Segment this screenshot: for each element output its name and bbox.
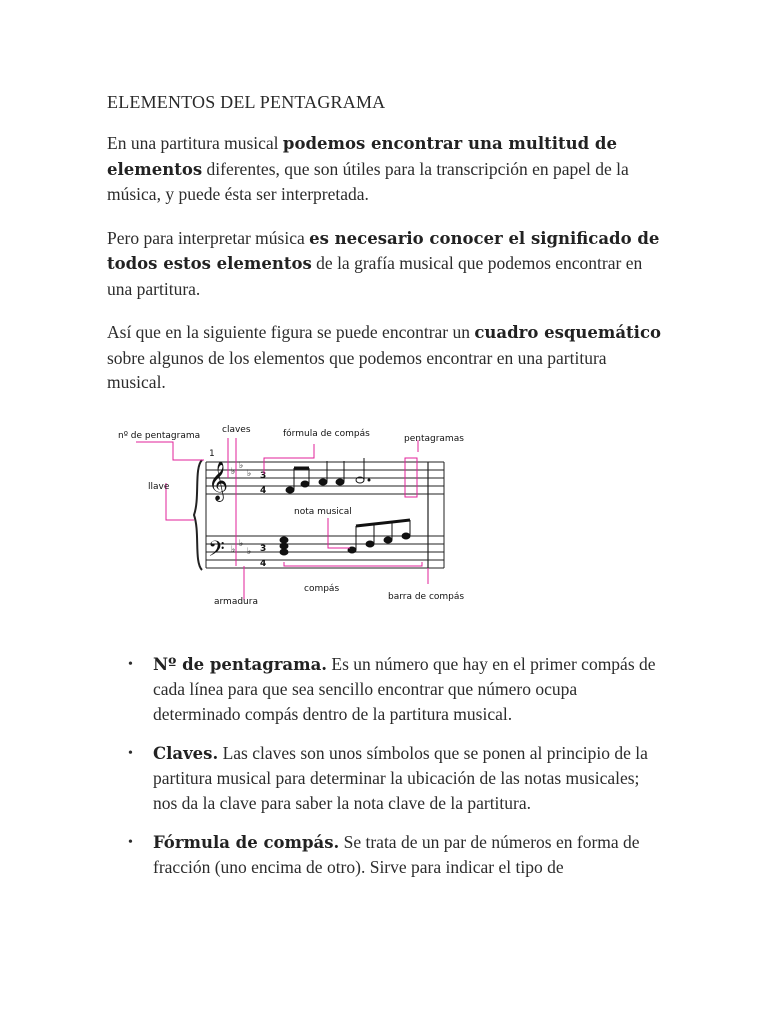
document-body bbox=[107, 92, 667, 414]
list-item-text: Es un número que hay en el primer compás de cada línea para que sea sencillo encontrar que número ocupa determinado compás dentro de la partitura musical. bbox=[153, 654, 656, 724]
brace-icon bbox=[194, 460, 202, 570]
label-llave: llave bbox=[148, 482, 170, 492]
list-item-term: Fórmula de compás. bbox=[153, 833, 340, 852]
page-title: ELEMENTOS DEL PENTAGRAMA bbox=[107, 92, 386, 112]
paragraph-3-text-end: sobre algunos de los elementos que podemos encontrar en una partitura musical. bbox=[107, 347, 607, 392]
paragraph-2-text: Pero para interpretar música bbox=[107, 227, 310, 248]
list-item-text: Se trata de un par de números en forma de fracción (uno encima de otro). Sirve para indicar el tipo de bbox=[153, 832, 640, 877]
svg-text:♭: ♭ bbox=[239, 461, 244, 471]
paragraph-2-bold: es necesario conocer el significado de todos estos elementos bbox=[107, 228, 660, 273]
list-item bbox=[128, 652, 668, 727]
svg-text:♭: ♭ bbox=[247, 469, 252, 479]
bass-clef-icon: 𝄢 bbox=[208, 537, 225, 567]
list-item-text: Las claves son unos símbolos que se ponen al principio de la partitura musical para determinar la ubicación de las notas musicales; nos da la clave para saber la nota clave de la partitura. bbox=[153, 743, 648, 813]
score-diagram bbox=[118, 418, 478, 610]
svg-text:♭: ♭ bbox=[239, 539, 244, 549]
list-item-term: Nº de pentagrama. bbox=[153, 655, 328, 674]
paragraph-3 bbox=[107, 320, 667, 395]
svg-text:♭: ♭ bbox=[231, 545, 236, 555]
list-item bbox=[128, 830, 668, 880]
treble-notes bbox=[286, 458, 370, 493]
svg-text:4: 4 bbox=[260, 486, 267, 496]
label-compas: compás bbox=[304, 584, 340, 594]
svg-text:3: 3 bbox=[260, 544, 267, 554]
svg-text:3: 3 bbox=[260, 471, 267, 481]
list-item-term: Claves. bbox=[153, 744, 219, 763]
label-formula: fórmula de compás bbox=[283, 429, 370, 439]
paragraph-2-text-end: de la grafía musical que podemos encontrar en una partitura. bbox=[107, 253, 643, 299]
definitions-list bbox=[128, 652, 668, 894]
svg-text:♭: ♭ bbox=[247, 547, 252, 557]
paragraph-1-bold: podemos encontrar una multitud de elementos bbox=[107, 134, 617, 179]
svg-text:4: 4 bbox=[260, 559, 267, 569]
label-n-pentagrama: nº de pentagrama bbox=[118, 431, 201, 441]
label-pentagramas: pentagramas bbox=[404, 434, 464, 444]
bullet-icon: • bbox=[128, 746, 133, 761]
paragraph-2 bbox=[107, 226, 667, 302]
label-numero: 1 bbox=[209, 449, 215, 459]
score-diagram-svg bbox=[118, 418, 478, 610]
label-barra: barra de compás bbox=[388, 592, 465, 602]
bass-chord bbox=[280, 537, 288, 555]
paragraph-3-text: Así que en la siguiente figura se puede encontrar un bbox=[107, 322, 475, 342]
bullet-icon: • bbox=[128, 835, 133, 850]
svg-text:♭: ♭ bbox=[231, 467, 236, 477]
paragraph-1 bbox=[107, 131, 667, 207]
treble-clef-icon: 𝄞 bbox=[208, 461, 229, 501]
paragraph-3-bold: cuadro esquemático bbox=[474, 323, 661, 342]
label-claves: claves bbox=[222, 425, 251, 435]
paragraph-1-text: En una partitura musical bbox=[107, 133, 283, 153]
time-signature bbox=[260, 471, 266, 569]
label-nota-musical: nota musical bbox=[294, 507, 352, 517]
key-signature-flats bbox=[231, 461, 251, 557]
paragraph-1-text-end: diferentes, que son útiles para la transcripción en papel de la música, y puede ésta ser interpretada. bbox=[107, 158, 629, 204]
label-armadura: armadura bbox=[214, 597, 258, 607]
list-item bbox=[128, 741, 668, 816]
bullet-icon: • bbox=[128, 657, 133, 672]
